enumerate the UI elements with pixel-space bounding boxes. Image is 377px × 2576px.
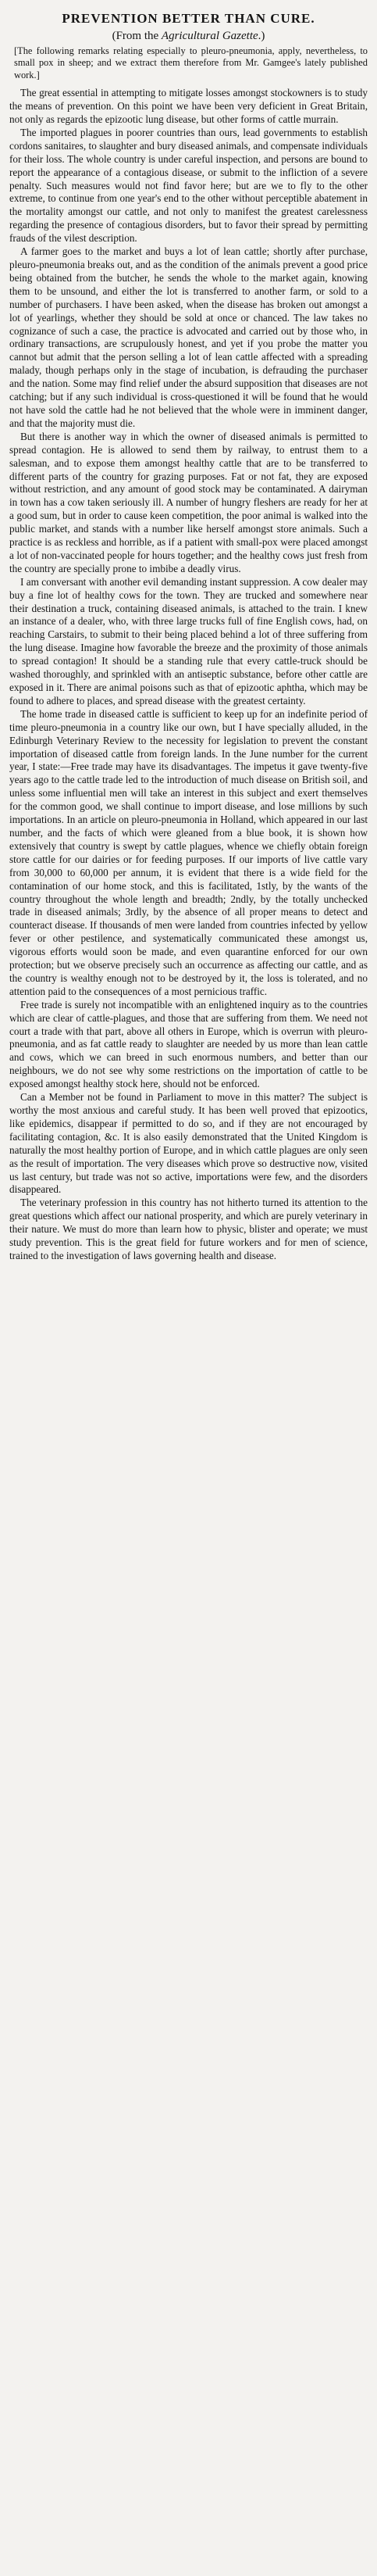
article-paragraph: The home trade in diseased cattle is sufficient to keep up for an indefinite period of time pleuro-pneumonia in a country like our own, but I have specially alluded, in the Edinburgh Veterinary Review to the necessity for legislation to prevent the constant importation of diseased cattle from foreign lands. In the June number for the current year, I state:—Free trade may have its disadvantages. The impetus it gave twenty-five years ago to the cattle trade led to the introduction of much disease on British soil, and unless some influential men will take an interest in this subject and exert themselves for the common good, we shall continue to import disease, and lose millions by such importations. In an article on pleuro-pneumonia in Holland, which appeared in our last number, and the facts of which were gleaned from a blue book, it is shown how extensively that country is swept by cattle plagues, whence we chiefly obtain foreign store cattle for our dairies or for feeding purposes. If our imports of live cattle vary from 30,000 to 60,000 per annum, it is evident that there is a wide field for the contamination of our home stock, and this is facilitated, 1stly, by the wants of the country throughout the whole length and breadth; 2ndly, by the totally unchecked trade in diseased animals; 3rdly, by the absence of all proper means to detect and counteract disease. If thousands of men were landed from countries infected by yellow fever or other pestilence, and systematically communicated these amongst us, vigorous efforts would soon be made, and even quarantine enforced for our own protection; but we observe precisely such an occurrence as affecting our cattle, and as the country is wealthy enough not to be destroyed by it, the loss is tolerated, and no attention paid to the consequences of a most pernicious traffic. <box>9 707 368 997</box>
source-publication: Agricultural Gazette <box>161 30 258 42</box>
article-paragraph: Can a Member not be found in Parliament to move in this matter? The subject is worthy the most anxious and careful study. It has been well proved that epizootics, like epidemics, disappear if permitted to do so, and if they are not encouraged by facilitating contagion, &c. It is also easily demonstrated that the United Kingdom is naturally the most healthy portion of Europe, and in which cattle plagues are only seen as the result of importation. The very diseases which prove so destructive now, visited us last century, but trade was not so active, importations were few, and the disorders disappeared. <box>9 1091 368 1196</box>
source-prefix: (From the <box>112 30 162 42</box>
article-headline: PREVENTION BETTER THAN CURE. <box>62 11 315 26</box>
article-paragraph: The imported plagues in poorer countries than ours, lead governments to establish cordons sanitaires, to slaughter and bury diseased animals, and compensate individuals for their loss. The whole country is under careful inspection, and persons are bound to report the appearance of a contagious disease, or submit to the infliction of a severe penalty. Such measures would not find favor here; but are we to fly to the other extreme, to continue from one year's end to the other without perceptible abatement in the mortality amongst our cattle, and not only to manifest the greatest carelessness regarding the presence of contagious disorders, but to favor their spread by permitting frauds of the vilest description. <box>9 126 368 245</box>
article-body <box>9 87 368 1263</box>
article-paragraph: A farmer goes to the market and buys a lot of lean cattle; shortly after purchase, pleuro-pneumonia breaks out, and as the condition of the animals prevent a good price being obtained from the butcher, he sends the whole to the market again, knowing them to be unsound, and either the lot is transferred to another farm, or sold to a number of purchasers. I have been asked, when the disease has broken out amongst a lot of yearlings, whether they should be sold at once or chanced. The law takes no cognizance of such a case, the practice is advocated and carried out by those who, in ordinary transactions, are scrupulously honest, and yet if you probe the matter you cannot but admit that the person selling a lot of lean cattle affected with a spreading malady, though perhaps only in the stage of incubation, is defrauding the purchaser and the nation. Some may find relief under the absurd supposition that diseases are not catching; but if any such individual is cross-questioned it will be found that he would not have sold the cattle had he not believed that the whole were in imminent danger, and that the majority must die. <box>9 245 368 429</box>
editor-note: [The following remarks relating especially to pleuro-pneumonia, apply, nevertheless, to small pox in sheep; and we extract them therefore from Mr. Gamgee's lately published work.] <box>14 45 368 80</box>
article-paragraph: The veterinary profession in this country has not hitherto turned its attention to the great questions which affect our national prosperity, and which are purely veterinary in their nature. We must do more than learn how to physic, blister and operate; we must study prevention. This is the great field for future workers and for men of science, trained to the investigation of laws governing health and disease. <box>9 1197 368 1261</box>
article-source <box>9 30 368 43</box>
article-paragraph: I am conversant with another evil demanding instant suppression. A cow dealer may buy a fine lot of healthy cows for the town. They are trucked and somewhere near their destination a truck, containing diseased animals, is attached to the train. I knew an instance of a dealer, who, with three large trucks full of fine English cows, had, on reaching Carstairs, to submit to their being placed behind a lot of three suffering from the lung disease. Imagine how favorable the breeze and the proximity of those animals to spread contagion! It should be a standing rule that every cattle-truck should be washed thoroughly, and sprinkled with an antiseptic substance, before other cattle are exposed in it. There are animal poisons such as that of epizootic aphtha, which may be found to adhere to places, and spread disease with the greatest certainty. <box>9 575 368 707</box>
article-paragraph: But there is another way in which the owner of diseased animals is permitted to spread contagion. He is allowed to send them by railway, to entrust them to a salesman, and to expose them amongst healthy cattle that are to be transferred to different parts of the country for grazing purposes. Fat or not fat, they are exposed without restriction, and any amount of good stock may be contaminated. A dairyman in town has a cow taken seriously ill. A number of hungry fleshers are ready for her at a good sum, but in order to cause keen competition, the poor animal is walked into the public market, and stands with a number like herself amongst store animals. Such a practice is as reckless and horrible, as if a patient with small-pox were placed amongst a lot of non-vaccinated people for hours together; and the healthy cows just fresh from the country are specially prone to imbibe a deadly virus. <box>9 430 368 574</box>
source-suffix: .) <box>258 30 265 42</box>
article-paragraph: The great essential in attempting to mitigate losses amongst stockowners is to study the means of prevention. On this point we have been very deficient in Great Britain, not only as regards the epizootic lung disease, but other forms of cattle murrain. <box>9 87 368 126</box>
article-paragraph: Free trade is surely not incompatible with an enlightened inquiry as to the countries which are clear of cattle-plagues, and those that are suffering from them. We need not court a trade with that part, above all others in Europe, which is overrun with pleuro-pneumonia, and as fat cattle ready to slaughter are needed by us more than lean cattle and cows, which we can breed in such enormous numbers, and better than our neighbours, we do not see why some restrictions on the importation of cattle to be exposed amongst healthy stock here, should not be enforced. <box>9 998 368 1090</box>
